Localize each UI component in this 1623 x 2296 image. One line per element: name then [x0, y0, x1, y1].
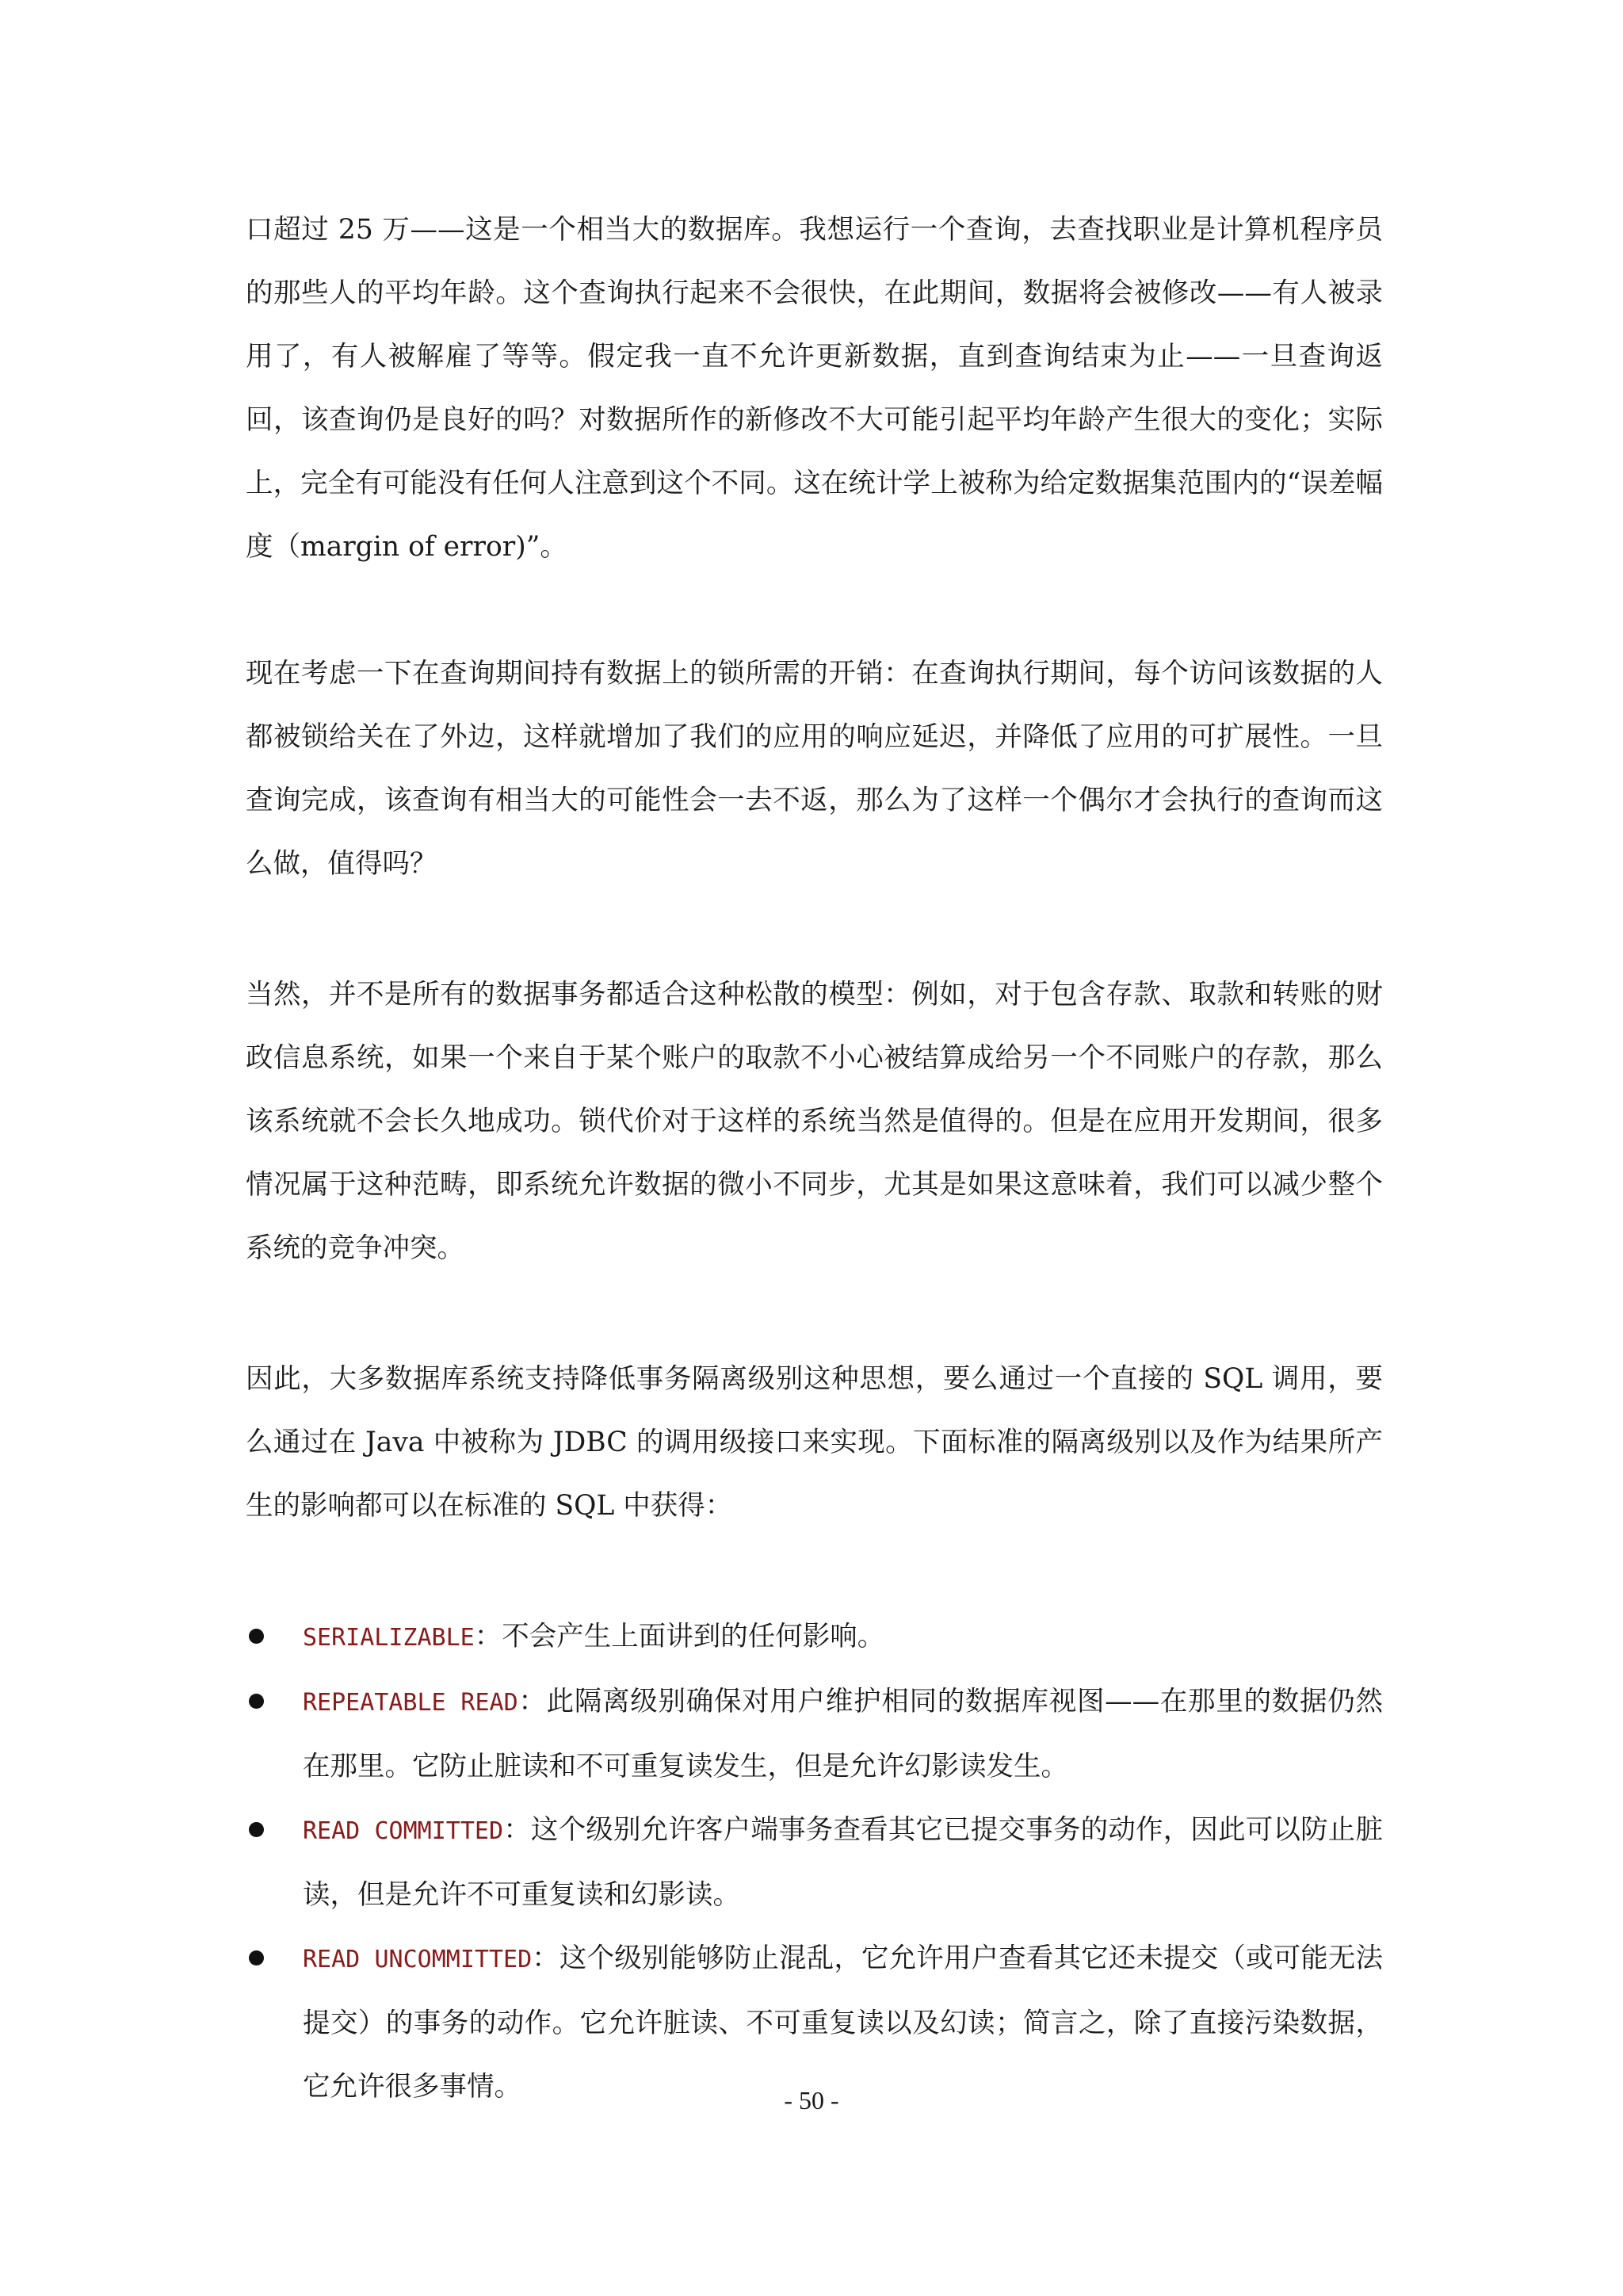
paragraph-text: 因此，大多数据库系统支持降低事务隔离级别这种思想，要么通过一个直接的 SQL 调用，要么通过在 Java 中被称为 JDBC 的调用级接口来实现。下面标准的隔离级别以及作为结果所产生的影响都可以在标准的 SQL 中获得： [246, 1363, 1383, 1522]
isolation-level-term: READ UNCOMMITTED [303, 1946, 533, 1973]
paragraph-2 [246, 642, 1383, 896]
bullet-icon [249, 1694, 264, 1709]
paragraph-text: 现在考虑一下在查询期间持有数据上的锁所需的开销：在查询执行期间，每个访问该数据的人都被锁给关在了外边，这样就增加了我们的应用的响应延迟，并降低了应用的可扩展性。一旦查询完成，该查询有相当大的可能性会一去不返，那么为了这样一个偶尔才会执行的查询而这么做，值得吗？ [246, 658, 1383, 880]
page-number: - 50 - [784, 2086, 839, 2115]
paragraph-text: 当然，并不是所有的数据事务都适合这种松散的模型：例如，对于包含存款、取款和转账的财政信息系统，如果一个来自于某个账户的取款不小心被结算成给另一个不同账户的存款，那么该系统就不会长久地成功。锁代价对于这样的系统当然是值得的。但是在应用开发期间，很多情况属于这种范畴，即系统允许数据的微小不同步，尤其是如果这意味着，我们可以减少整个系统的竞争冲突。 [246, 979, 1383, 1264]
isolation-level-description: ：此隔离级别确保对用户维护相同的数据库视图——在那里的数据仍然在那里。它防止脏读和不可重复读发生，但是允许幻影读发生。 [303, 1686, 1383, 1782]
bullet-icon [249, 1822, 264, 1837]
bullet-icon [249, 1629, 264, 1644]
paragraph-1 [246, 198, 1383, 579]
isolation-level-list [246, 1605, 1383, 2118]
isolation-level-description: ：这个级别能够防止混乱，它允许用户查看其它还未提交（或可能无法提交）的事务的动作。它允许脏读、不可重复读以及幻读；简言之，除了直接污染数据，它允许很多事情。 [303, 1943, 1384, 2103]
paragraph-3 [246, 963, 1383, 1280]
isolation-level-description: ：这个级别允许客户端事务查看其它已提交事务的动作，因此可以防止脏读，但是允许不可重复读和幻影读。 [303, 1814, 1383, 1911]
paragraph-text: 口超过 25 万——这是一个相当大的数据库。我想运行一个查询，去查找职业是计算机程序员的那些人的平均年龄。这个查询执行起来不会很快，在此期间，数据将会被修改——有人被录用了，有人被解雇了等等。假定我一直不允许更新数据，直到查询结束为止——一旦查询返回，该查询仍是良好的吗？对数据所作的新修改不大可能引起平均年龄产生很大的变化；实际上，完全有可能没有任何人注意到这个不同。这在统计学上被称为给定数据集范围内的“误差幅度（margin of error)”。 [246, 214, 1383, 563]
isolation-level-term: SERIALIZABLE [303, 1624, 475, 1652]
isolation-level-term: REPEATABLE READ [303, 1689, 518, 1717]
isolation-level-term: READ COMMITTED [303, 1817, 504, 1845]
isolation-level-description: ：不会产生上面讲到的任何影响。 [474, 1621, 885, 1652]
list-item-serializable [246, 1605, 1383, 1670]
list-item-repeatable-read [246, 1670, 1383, 1798]
paragraph-4 [246, 1347, 1383, 1538]
list-item-read-committed [246, 1798, 1383, 1927]
bullet-icon [249, 1950, 264, 1966]
